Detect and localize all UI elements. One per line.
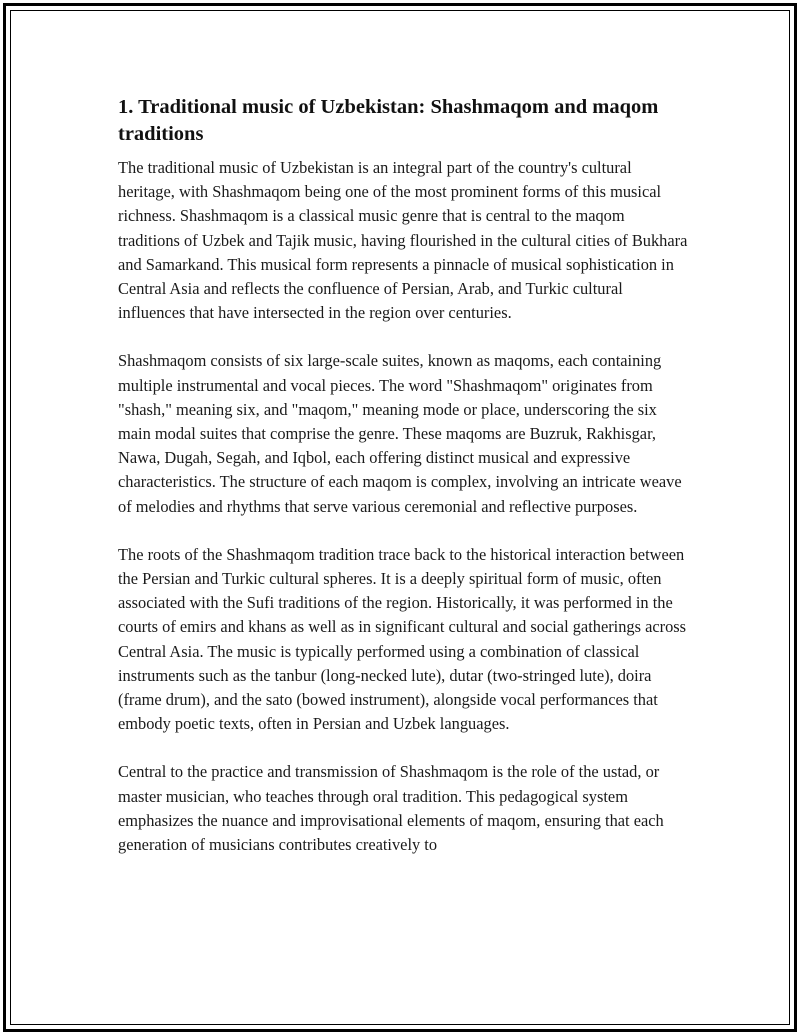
- paragraph-4: Central to the practice and transmission of Shashmaqom is the role of the ustad, or master musician, who teaches through oral tradition. This pedagogical system emphasizes the nuance and improvisational elements of maqom, ensuring that each generation of musicians contributes creatively to: [118, 762, 664, 855]
- section-heading: 1. Traditional music of Uzbekistan: Shashmaqom and maqom traditions: [118, 96, 659, 145]
- document-body: [118, 94, 688, 881]
- paragraph-2: Shashmaqom consists of six large-scale suites, known as maqoms, each containing multiple instrumental and vocal pieces. The word "Shashmaqom" originates from "shash," meaning six, and "maqom," meaning mode or place, underscoring the six main modal suites that comprise the genre. These maqoms are Buzruk, Rakhisgar, Nawa, Dugah, Segah, and Iqbol, each offering distinct musical and expressive characteristics. The structure of each maqom is complex, involving an intricate weave of melodies and rhythms that serve various ceremonial and reflective purposes.: [118, 351, 682, 516]
- paragraph-1: The traditional music of Uzbekistan is an integral part of the country's cultural heritage, with Shashmaqom being one of the most prominent forms of this musical richness. Shashmaqom is a classical music genre that is central to the maqom traditions of Uzbek and Tajik music, having flourished in the cultural cities of Bukhara and Samarkand. This musical form represents a pinnacle of musical sophistication in Central Asia and reflects the confluence of Persian, Arab, and Turkic cultural influences that have intersected in the region over centuries.: [118, 158, 688, 323]
- paragraph-3: The roots of the Shashmaqom tradition trace back to the historical interaction between the Persian and Turkic cultural spheres. It is a deeply spiritual form of music, often associated with the Sufi traditions of the region. Historically, it was performed in the courts of emirs and khans as well as in significant cultural and social gatherings across Central Asia. The music is typically performed using a combination of classical instruments such as the tanbur (long-necked lute), dutar (two-stringed lute), doira (frame drum), and the sato (bowed instrument), alongside vocal performances that embody poetic texts, often in Persian and Uzbek languages.: [118, 544, 687, 734]
